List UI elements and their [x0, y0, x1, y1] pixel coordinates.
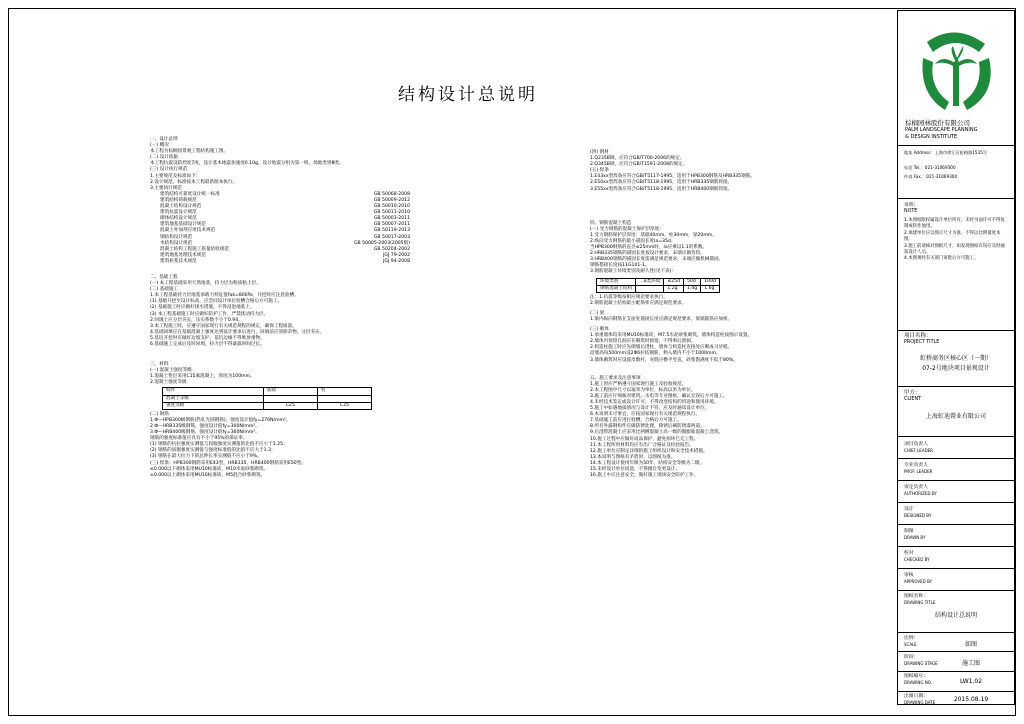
- spec-item: 混凝土结构工程施工质量验收规范 GB 50204-2002: [160, 246, 410, 252]
- text-line: 2.构造柱施工时应先砌墙后浇柱，墙体与构造柱连接处应砌成马牙槎。: [590, 345, 733, 351]
- text-line: 一、设计总则: [150, 137, 178, 142]
- text-line: 8.所有外露钢构件应做防锈处理，除锈后刷防锈漆两道。: [590, 424, 705, 430]
- table-cell: 混凝土等级: [163, 395, 264, 402]
- text-line: 沿墙高每500mm设2Φ6拉结钢筋，伸入墙内不小于1000mm。: [590, 351, 721, 357]
- role-label: 项目负责人: [904, 442, 928, 447]
- project-name-line2: 07-2号地块项目景观设计: [922, 365, 990, 372]
- text-line: 11.本工程所用材料均应有出厂合格证及检验报告。: [590, 442, 694, 448]
- title-block: [897, 10, 1015, 715]
- role-label-en: CHECKED BY: [904, 557, 930, 562]
- text-line: 1.承重墙体均采用MU10标准砖，M7.5水泥砂浆砌筑，墙体构造柱按图示设置。: [590, 333, 753, 339]
- text-line: 钢筋的强度标准值应具有不小于95%的保证率。: [150, 436, 248, 442]
- concrete-grade-table: [162, 387, 372, 409]
- note-item: 4.本图须经有关部门审批后方可施工。: [904, 256, 979, 262]
- client-label-en: CLIENT: [904, 397, 921, 402]
- scale-label-en: SCALE: [904, 642, 917, 647]
- divider: [897, 386, 1015, 387]
- text-line: (3) 本工程基础施工时应做好防护工作，严禁扰动持力层。: [150, 311, 269, 317]
- spec-item: 建筑地基基础设计规范 GB 50007-2011: [160, 222, 410, 228]
- text-line: (2) 基础施工时应做好排水措施，不得浸泡地基土。: [150, 305, 255, 311]
- text-line: 4.未经技术鉴定或设计许可，不得改变结构的用途和使用环境。: [590, 400, 719, 405]
- table-cell: [318, 395, 372, 402]
- drawing-title-label: 图纸名称：: [904, 594, 928, 599]
- divider: [897, 524, 1015, 525]
- divider: [897, 546, 1015, 547]
- spec-item: 钢结构设计规范 GB 50017-2003: [160, 234, 410, 240]
- role-label: 校对: [904, 551, 914, 556]
- spec-item: 木结构设计规范 GB 50005-2003(2005版): [160, 240, 410, 246]
- text-line: 四、钢筋混凝土构造: [590, 220, 632, 226]
- stage-label: 阶段：: [904, 655, 919, 660]
- divider: [897, 330, 1015, 331]
- table-cell: 钢筋混凝土结构: [597, 285, 636, 292]
- text-line: 14.本工程设计使用年限为50年，结构安全等级为二级。: [590, 460, 705, 466]
- column-left: [150, 137, 450, 479]
- client-label: 甲方：: [904, 390, 921, 396]
- text-line: (一) 受力钢筋的混凝土保护层厚度：: [590, 226, 664, 232]
- text-line: (2) 钢筋的屈服强度实测值与强度标准值的比值不应大于1.3；: [150, 448, 276, 454]
- drawing-no-label-en: DRAWING NO.: [904, 680, 932, 685]
- foundation-section: [150, 275, 450, 348]
- text-line: 3.墙体砌筑时应设置皮数杆，灰缝应横平竖直，砂浆饱满度不低于80%。: [590, 357, 738, 363]
- spec-list: [150, 192, 450, 265]
- text-line: 3.E55xx型焊条应符合GB/T5118-1995，适用于HRB400钢筋焊接。: [590, 186, 733, 192]
- role-label-en: APPROVED BY: [904, 579, 933, 584]
- text-line: 2.Φ—HRB335级钢筋，强度设计值fy=300N/mm²。: [150, 423, 260, 429]
- divider: [897, 145, 1015, 146]
- text-line: 2.Q345B钢，应符合GB/T1591-2008的规定。: [590, 162, 688, 168]
- text-line: 1.本工程基础持力层地基承载力特征值fak=80kPa，开挖时应注意验槽。: [150, 293, 299, 299]
- text-line: (三) 设计执行规范: [150, 167, 188, 173]
- text-line: 二、基础工程: [150, 274, 178, 280]
- table-cell: C25: [263, 402, 317, 409]
- text-line: (三) 焊条：HPB300钢筋采用E43型，HRB335、HRB400钢筋采用E50型。: [150, 460, 306, 466]
- spec-item: 建筑结构荷载规范 GB 50009-2012: [160, 197, 410, 203]
- text-line: 3.施工前应仔细核对建筑、水电等专业图纸，确认无误后方可施工。: [590, 393, 728, 399]
- divider: [897, 436, 1015, 437]
- text-line: 1.梁内纵向钢筋在支座处锚固长度应满足规范要求，梁端箍筋应加密。: [590, 316, 733, 322]
- text-line: 5.施工中如遇地质情况与设计不符，应及时通知设计单位。: [590, 406, 710, 412]
- scale-label: 比例：: [904, 636, 919, 641]
- text-line: 2.E50xx型焊条应符合GB/T5118-1995，适用于HRB335钢筋焊接。: [590, 180, 733, 186]
- text-line: 1.受力钢筋保护层厚度：基础40mm，柱30mm，梁20mm。: [590, 232, 717, 238]
- note-label: 说明：: [904, 203, 919, 208]
- role-label-en: AUTHORIZED BY: [904, 491, 937, 496]
- general-section: [150, 137, 450, 192]
- project-label: 项目名称：: [904, 333, 932, 339]
- stage-value: 施工图: [961, 660, 980, 667]
- text-line: 2.设计规范、标准按本工程最新版本执行。: [150, 179, 238, 185]
- note-text: [904, 218, 1008, 263]
- text-line: 1.Φ—HPB300级钢筋(热轧光圆钢筋)，强度设计值fy=270N/mm²。: [150, 417, 291, 423]
- divider: [897, 502, 1015, 503]
- divider: [897, 651, 1015, 652]
- steel-section: [590, 150, 890, 193]
- role-label-en: PROF. LEADER: [904, 469, 933, 474]
- text-line: 6.本说明未尽事宜，应按国家现行有关规范规程执行。: [590, 412, 701, 418]
- spec-item: 混凝土结构设计规范 GB 50010-2010: [160, 204, 410, 210]
- palm-logo-icon: [915, 24, 997, 116]
- table-cell: 1.4g: [684, 285, 701, 292]
- drawing-no-value: LW1.02: [959, 678, 983, 685]
- text-line: 2.回填土应分层夯实，压实系数不小于0.94。: [150, 317, 243, 323]
- text-line: 1.混凝土垫层采用C15素混凝土，厚度为100mm。: [150, 374, 255, 380]
- text-line: 7.基础施工前应进行验槽，合格后方可施工。: [590, 418, 682, 424]
- spec-item: 建筑桩基技术规范 JGJ 94-2008: [160, 258, 410, 264]
- date-value: 2015.08.19: [953, 696, 989, 703]
- spec-item: 混凝土外加剂应用技术规范 GB 50119-2013: [160, 228, 410, 234]
- role-label-en: DESIGNED BY: [904, 513, 932, 518]
- text-line: ≤0.000以下砌体采用MU10标准砖，M10水泥砂浆砌筑。: [150, 466, 269, 472]
- text-line: 9.后浇带混凝土应采用比两侧混凝土高一级的微膨胀混凝土浇筑。: [590, 430, 724, 436]
- table-cell: 1.6g: [701, 285, 720, 292]
- rc-section: [590, 221, 890, 364]
- text-line: 1.Q235B钢，应符合GB/T700-2006的规定。: [590, 156, 685, 162]
- drawing-title-label-en: DRAWING TITLE: [904, 600, 936, 605]
- materials-section: [150, 362, 450, 479]
- spec-item: 建筑抗震设计规范 GB 50011-2010: [160, 210, 410, 216]
- text-line: 本工程为棕榈园景观工程结构施工图。: [150, 149, 229, 155]
- text-line: 5.基坑开挖时应做好边坡支护，基坑边缘不得堆放重物。: [150, 335, 265, 341]
- table-header: 柱: [318, 388, 372, 395]
- table-header: 构件: [163, 388, 264, 395]
- text-line: (一) 混凝土强度等级: [150, 368, 192, 374]
- text-line: 3.钢筋混凝土环境类别及耐久性(见下表)：: [590, 269, 677, 275]
- text-line: (3) 钢筋在最大拉力下的总伸长率实测值不应小于9%。: [150, 454, 262, 460]
- construction-section: [590, 376, 890, 480]
- divider: [897, 198, 1015, 199]
- text-line: 2.纵向受力钢筋的最小锚固长度la=35d。: [590, 238, 676, 244]
- role-label: 审核: [904, 573, 914, 578]
- stage-label-en: DRAWING STAGE: [904, 661, 938, 666]
- drawing-name: 结构设计总说明: [934, 612, 977, 619]
- role-label-en: CHIEF LEADER: [904, 448, 933, 453]
- role-label: 制图: [904, 529, 914, 534]
- drawing-main-title: 结构设计总说明: [398, 85, 538, 105]
- spec-item: 建筑结构可靠度设计统一标准 GB 50068-2008: [160, 191, 410, 197]
- client-name: 上海虹迪置业有限公司: [925, 413, 986, 420]
- text-line: (一) 本工程基础采用天然地基，持力层为粉质粘土层。: [150, 281, 261, 287]
- durability-table: [596, 278, 720, 293]
- text-line: 3.Φ—HRB400级钢筋，强度设计值fy=360N/mm²。: [150, 430, 260, 436]
- divider: [897, 568, 1015, 569]
- table-cell: 强度等级: [163, 402, 264, 409]
- text-line: 钢筋搭接长度按11G101-1。: [590, 263, 650, 269]
- note-item: 1.本图纸版权属设计单位所有，未经书面许可不得复制或转作他用。: [904, 218, 1005, 230]
- text-line: 16.施工中应注意安全，做好施工现场安全防护工作。: [590, 473, 699, 479]
- divider: [897, 458, 1015, 459]
- column-right: [590, 150, 890, 479]
- text-line: (二) 梁: [590, 310, 605, 316]
- table-cell: [636, 285, 664, 292]
- company-name-en-2: & DESIGN INSTITUTE: [905, 134, 958, 140]
- divider: [897, 590, 1015, 591]
- date-label: 出图日期：: [904, 694, 928, 699]
- date-label-en: DRAWING DATE: [904, 700, 936, 705]
- note-label-en: NOTE: [904, 209, 918, 214]
- text-line: (1) 基础开挖至设计标高，应会同设计单位验槽合格后方可施工。: [150, 299, 283, 305]
- spec-item: 建筑地基处理技术规范 JGJ 79-2002: [160, 252, 410, 258]
- table-header: 50d: [684, 278, 701, 285]
- text-line: 4.基础回填应在基础混凝土强度达到设计要求后进行，回填前应清除杂物，分层夯实。: [150, 329, 325, 335]
- text-line: 注：1.抗震等级按相应规范要求执行。: [590, 294, 668, 300]
- text-line: 3.HRB400钢筋的锚固长度需满足规范要求，末端应做机械锚固。: [590, 257, 724, 263]
- divider: [897, 671, 1015, 672]
- table-header: ≤25d: [664, 278, 684, 285]
- text-line: 2.HRB335钢筋的锚固长度按设计要求，末端应做弯钩。: [590, 251, 705, 257]
- text-line: 2.墙体内预留孔洞应在砌筑时预留，不得事后凿洞。: [590, 339, 696, 345]
- text-line: 2.混凝土强度等级: [150, 380, 187, 386]
- project-name-line1: 虹桥商务区核心区（一期）: [919, 355, 992, 362]
- text-line: 当HPB300钢筋的直径≤25mm时，la应乘以1.1的系数。: [590, 245, 708, 251]
- text-line: 五、施工要求及注意事项: [590, 375, 641, 381]
- table-cell: [263, 395, 317, 402]
- divider: [897, 691, 1015, 692]
- text-line: 1.主要规范及标准如下：: [150, 173, 201, 179]
- text-line: ±0.000以上砌体采用MU10标准砖，M5混合砂浆砌筑。: [150, 472, 266, 478]
- text-line: 3.主要执行规范: [150, 185, 182, 191]
- text-line: (二) 基础施工: [150, 287, 179, 293]
- spec-item: 砌体结构设计规范 GB 50003-2011: [160, 216, 410, 222]
- text-line: 10.施工过程中应做好成品保护，避免损坏已完工程。: [590, 436, 699, 442]
- text-line: 3.本工程施工时，应遵守国家现行有关规范规程的规定，确保工程质量。: [150, 323, 297, 329]
- company-name-en: PALM LANDSCAPE PLANNING: [905, 127, 978, 133]
- text-line: 15.未经设计单位同意，不得擅自变更设计。: [590, 467, 680, 473]
- text-line: (二) 设计依据: [150, 155, 179, 161]
- table-header: 基础: [263, 388, 317, 395]
- text-line: 本工程抗震设防烈度7度，设计基本地震加速度0.10g，设计地震分组为第一组，场地类别Ⅲ类。: [150, 161, 344, 167]
- table-header: 环境类别: [597, 278, 636, 285]
- company-name-cn: 棕榈园林股份有限公司: [905, 119, 970, 127]
- project-label-en: PROJECT TITLE: [904, 340, 940, 345]
- role-label-en: DRAWN BY: [904, 535, 926, 540]
- company-tel: 电话 Tel.：021-31069300: [904, 165, 956, 170]
- text-line: 2.本工程图中尺寸以毫米为单位，标高以米为单位。: [590, 387, 696, 393]
- role-label: 审定负责人: [904, 485, 928, 490]
- scale-value: 如图: [964, 641, 977, 648]
- text-line: 13.本说明与图纸有矛盾时，以图纸为准。: [590, 454, 676, 460]
- company-fax: 传真 Fax.：021-31069300: [904, 174, 958, 179]
- text-line: 2.钢筋混凝土结构最小配筋率应满足规范要求。: [590, 300, 687, 306]
- table-header: 100d: [701, 278, 720, 285]
- divider: [897, 480, 1015, 481]
- role-label: 专业负责人: [904, 463, 928, 468]
- note-item: 2.承建单位应以图示尺寸为准，不得以比例量度本图。: [904, 230, 1001, 243]
- text-line: 12.施工单位应制定详细的施工组织设计和安全技术措施。: [590, 448, 708, 454]
- text-line: (四) 钢材: [590, 150, 609, 155]
- text-line: (五) 焊条: [590, 168, 609, 174]
- text-line: 三、材料: [150, 362, 169, 368]
- divider: [897, 632, 1015, 633]
- role-label: 设计: [904, 507, 914, 512]
- text-line: (二) 钢筋: [150, 411, 169, 417]
- text-line: 6.基础施工完成后及时回填，持力层不得暴露时间过长。: [150, 342, 265, 347]
- text-line: (三) 砌体: [590, 327, 609, 333]
- table-header: 二a类环境: [636, 278, 664, 285]
- text-line: 1.施工时应严格遵守国家现行施工及验收规范。: [590, 381, 687, 387]
- table-cell: 1.2g: [664, 285, 684, 292]
- text-line: 1.E43xx型焊条应符合GB/T5117-1995，适用于HPB300钢筋及HRB335钢筋。: [590, 174, 755, 180]
- text-line: (一) 概况: [150, 143, 169, 149]
- note-item: 3.施工前请核对图纸尺寸，如发现图纸有误应及时通知设计人员。: [904, 243, 1005, 256]
- table-cell: C25: [318, 402, 372, 409]
- company-address: 地址 Address：上海市徐汇区虹梅路1535号: [904, 150, 988, 155]
- text-line: (1) 钢筋的抗拉强度实测值与屈服强度实测值的比值不应小于1.25；: [150, 442, 288, 448]
- drawing-no-label: 图纸编号：: [904, 674, 928, 679]
